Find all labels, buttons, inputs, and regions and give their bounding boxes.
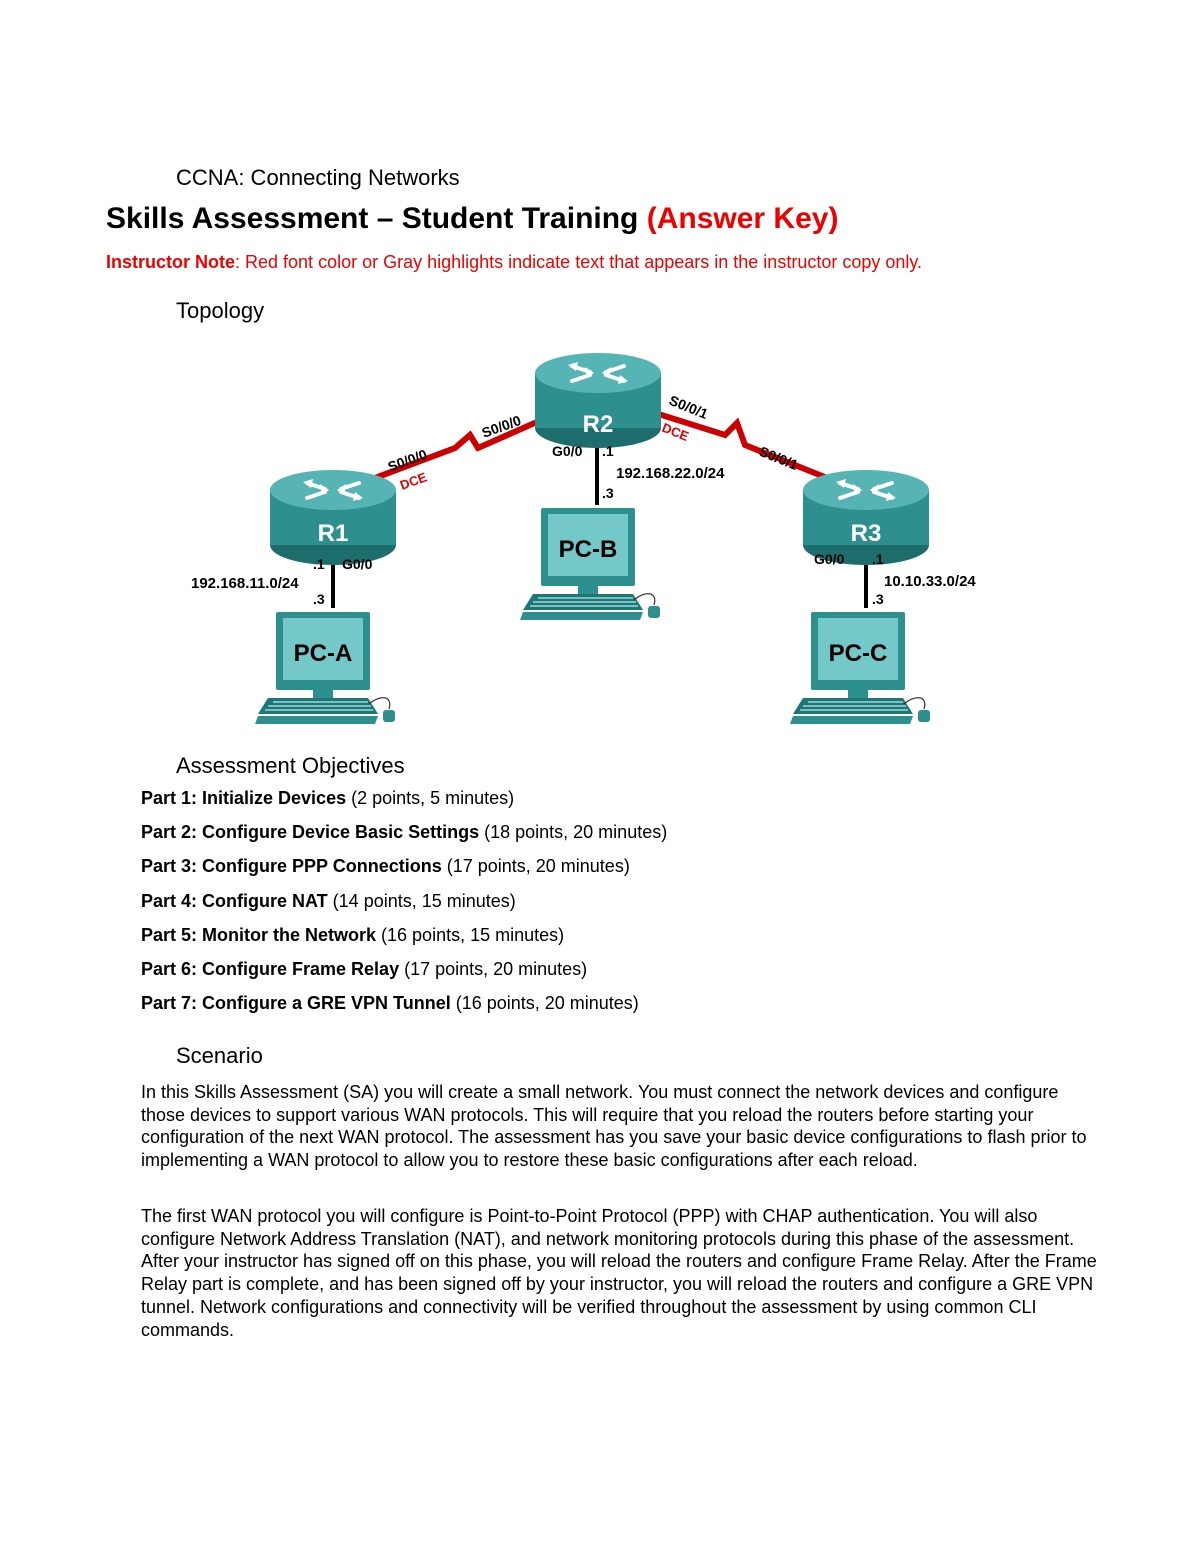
pc-b-icon — [520, 508, 660, 620]
r3-g00-label: G0/0 — [814, 551, 845, 567]
topology-diagram — [191, 340, 976, 730]
pcc-dot3-label: .3 — [872, 591, 884, 607]
objective-item — [141, 993, 667, 1027]
objective-detail: (17 points, 20 minutes) — [441, 856, 630, 877]
objectives-heading: Assessment Objectives — [176, 753, 405, 778]
r1-dot1-label: .1 — [313, 556, 325, 572]
title-main: Skills Assessment – Student Training — [106, 202, 639, 235]
instructor-note-label: Instructor Note — [106, 252, 236, 272]
objective-detail: (16 points, 15 minutes) — [376, 924, 565, 945]
instructor-note — [106, 252, 922, 273]
objective-item — [141, 822, 667, 856]
instructor-note-text: : Red font color or Gray highlights indicate text that appears in the instructor copy only. — [235, 252, 923, 272]
title-answer-key: (Answer Key) — [646, 202, 839, 235]
router-r3-label: R3 — [850, 520, 882, 547]
r2-network-label: 192.168.22.0/24 — [616, 465, 725, 482]
scenario-paragraph-1: In this Skills Assessment (SA) you will create a small network. You must connect the network devices and configure those devices to support various WAN protocols. This will require that you reload the routers before starting your configuration of the next WAN protocol. The assessment has you save your basic device configurations to flash prior to implementing a WAN protocol to allow you to restore these basic configurations after each reload. — [141, 1082, 1087, 1171]
r2-s000-label: S0/0/0 — [479, 411, 524, 441]
objective-item — [141, 856, 667, 890]
objective-item — [141, 959, 667, 993]
objective-detail: (17 points, 20 minutes) — [399, 958, 588, 979]
r2-g00-label: G0/0 — [552, 443, 583, 459]
r1-g00-label: G0/0 — [342, 556, 373, 572]
objective-part: Part 3: Configure PPP Connections — [141, 856, 442, 877]
objective-part: Part 1: Initialize Devices — [141, 788, 347, 808]
course-header: CCNA: Connecting Networks — [176, 165, 460, 190]
objective-detail: (16 points, 20 minutes) — [450, 993, 639, 1014]
objectives-list — [141, 788, 667, 1027]
objective-item — [141, 891, 667, 925]
topology-heading: Topology — [176, 298, 265, 323]
objective-part: Part 4: Configure NAT — [141, 890, 328, 911]
pc-c-label: PC-C — [828, 640, 888, 667]
objective-part: Part 2: Configure Device Basic Settings — [141, 822, 480, 843]
pcb-dot3-label: .3 — [602, 485, 614, 501]
objective-part: Part 7: Configure a GRE VPN Tunnel — [141, 993, 451, 1014]
objective-part: Part 5: Monitor the Network — [141, 924, 377, 945]
r3-dot1-label: .1 — [872, 551, 884, 567]
scenario-paragraph-2: The first WAN protocol you will configure is Point-to-Point Protocol (PPP) with CHAP authentication. You will also configure Network Address Translation (NAT), and network monitoring protocols during this phase of the assessment. After your instructor has signed off on this phase, you will reload the routers and configure Frame Relay. After the Frame Relay part is complete, and has been signed off by your instructor, you will reload the routers and configure a GRE VPN tunnel. Network configurations and connectivity will be verified throughout the assessment by using common CLI commands. — [141, 1206, 1097, 1340]
objective-detail: (14 points, 15 minutes) — [327, 890, 516, 911]
pca-dot3-label: .3 — [313, 591, 325, 607]
r1-dce-label: DCE — [397, 469, 429, 493]
r3-network-label: 10.10.33.0/24 — [884, 573, 976, 590]
router-r1-label: R1 — [317, 520, 349, 547]
scenario-heading: Scenario — [176, 1043, 263, 1068]
objective-detail: (2 points, 5 minutes) — [346, 788, 515, 808]
page-title — [106, 202, 838, 236]
r1-network-label: 192.168.11.0/24 — [191, 575, 299, 592]
r2-dce-label: DCE — [659, 419, 691, 445]
objective-item — [141, 788, 667, 822]
objective-item — [141, 925, 667, 959]
r1-s000-label: S0/0/0 — [385, 445, 430, 475]
objective-part: Part 6: Configure Frame Relay — [141, 958, 400, 979]
pc-c-icon — [790, 612, 930, 724]
r2-dot1-label: .1 — [602, 443, 614, 459]
pc-b-label: PC-B — [558, 536, 618, 563]
r3-s001-label: S0/0/1 — [756, 442, 801, 473]
r2-s001-label: S0/0/1 — [666, 391, 711, 422]
router-r2-label: R2 — [582, 411, 614, 438]
objective-detail: (18 points, 20 minutes) — [479, 822, 668, 843]
pc-a-icon — [255, 612, 395, 724]
pc-a-label: PC-A — [293, 640, 353, 667]
router-r1-icon — [270, 470, 396, 565]
